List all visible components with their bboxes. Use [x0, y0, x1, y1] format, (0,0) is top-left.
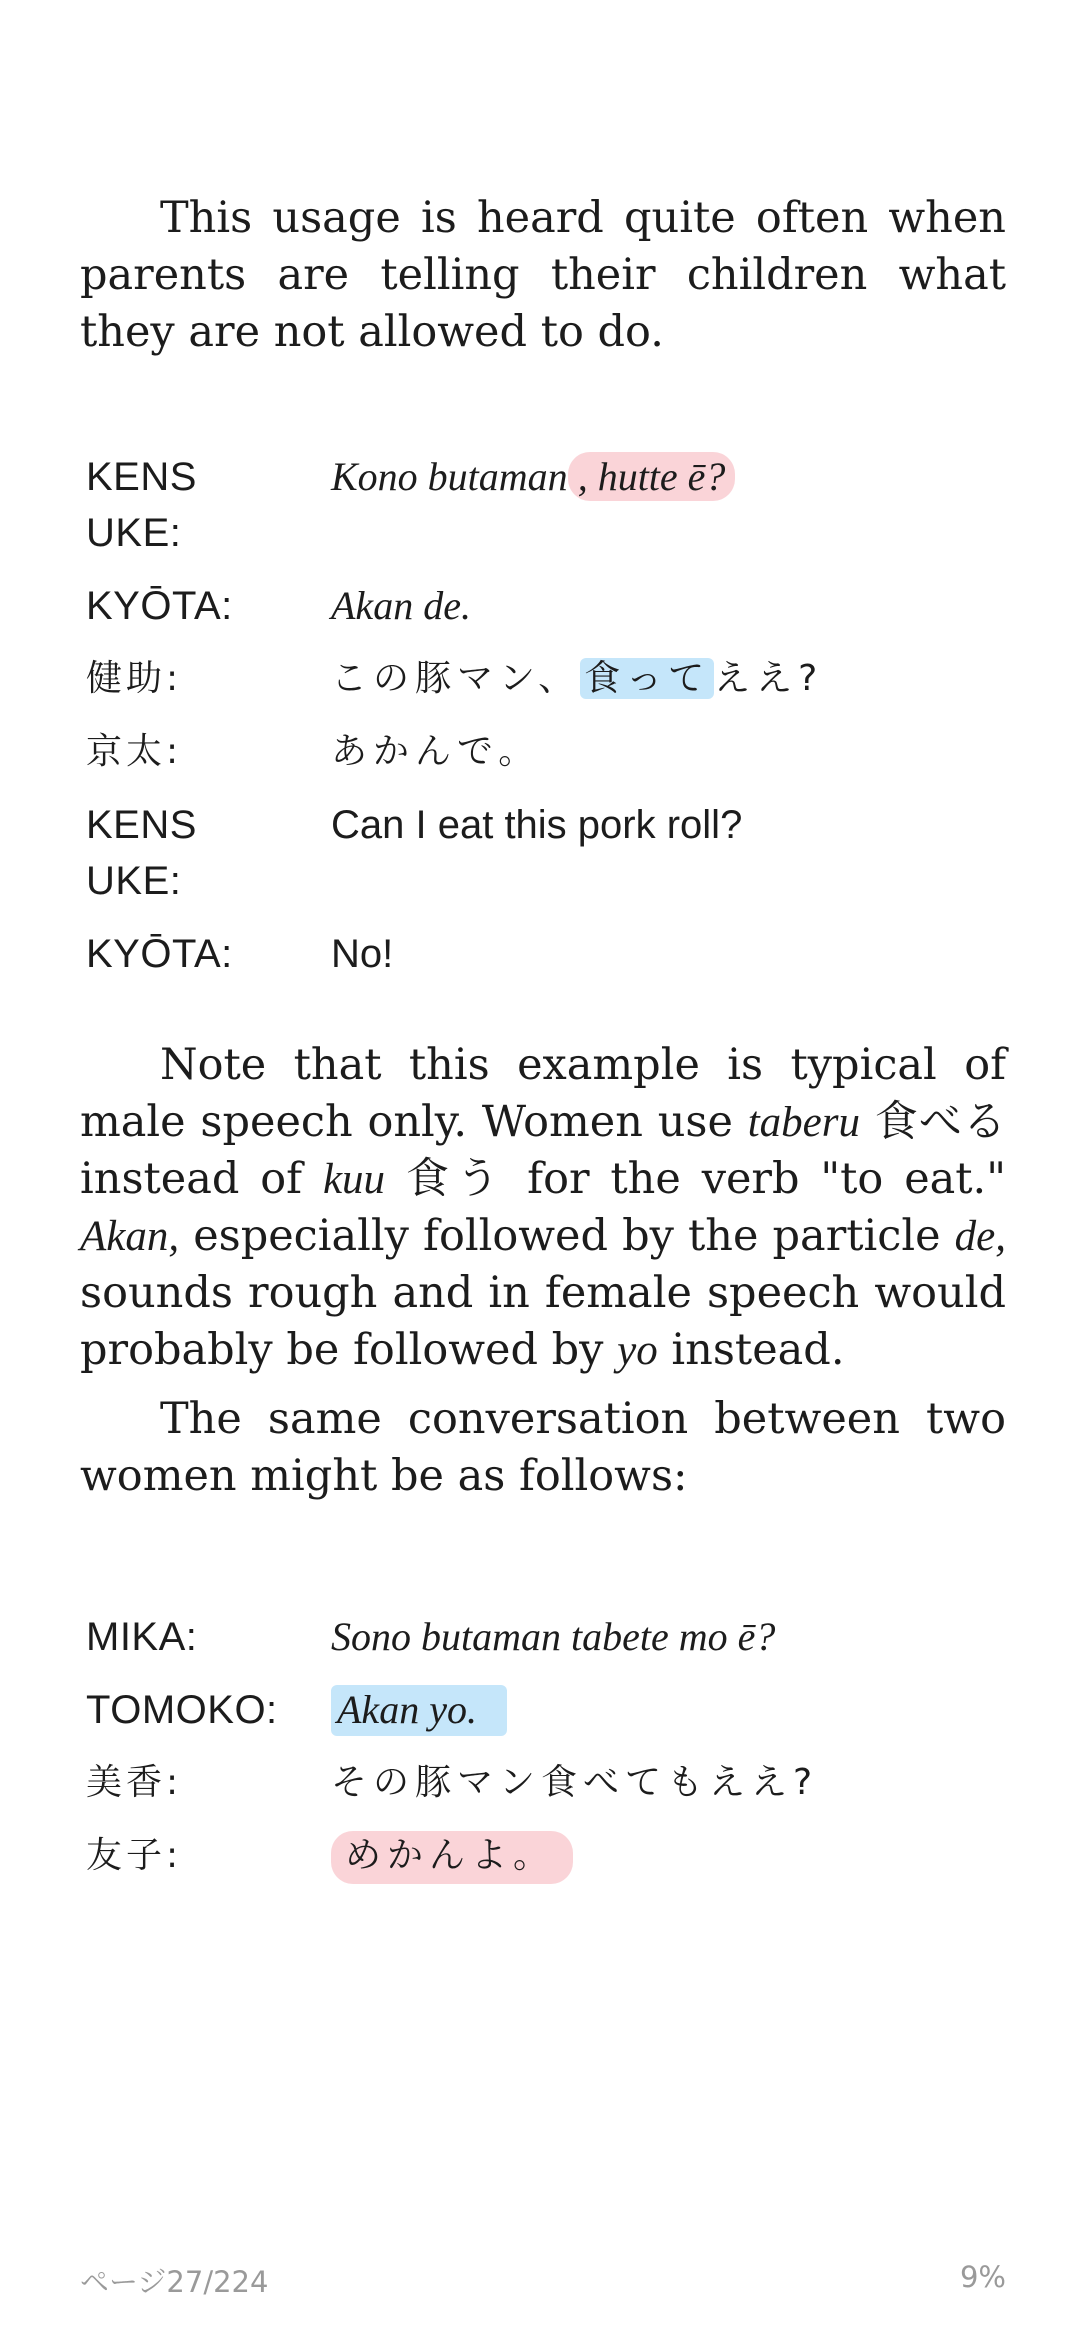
text-run: instead.	[657, 1325, 845, 1375]
dialog-line	[331, 449, 1006, 505]
page-indicator: ページ27/224	[80, 2265, 269, 2299]
dialog-text: Kono butaman	[331, 454, 568, 499]
reader-footer	[80, 2260, 1006, 2301]
paragraph-usage: This usage is heard quite often when parents are telling their children what they are not allowed to do.	[80, 193, 1006, 357]
speaker-label: 友子:	[86, 1835, 183, 1876]
speaker-label	[86, 1682, 331, 1738]
speaker-name: TOMOKO:	[86, 1688, 278, 1732]
dialog-row	[86, 578, 1006, 634]
text-run: especially followed by the particle	[179, 1211, 955, 1261]
speaker-label	[86, 449, 331, 561]
text-run: Note that this example is typical of male speech only. Women use	[80, 1040, 1006, 1147]
highlight-blue[interactable]: 食って	[580, 658, 714, 699]
text-run-italic: yo	[617, 1327, 658, 1374]
dialog-line: No!	[331, 932, 394, 976]
text-run-italic: taberu	[747, 1099, 860, 1146]
dialog-line: Akan de.	[331, 583, 471, 628]
dialog-line: その豚マン食べてもええ?	[331, 1762, 819, 1803]
highlight-pink[interactable]: めかんよ。	[331, 1831, 573, 1884]
dialog-text: この豚マン、	[331, 658, 581, 699]
dialog-male	[86, 449, 1006, 982]
speaker-label: MIKA:	[86, 1615, 198, 1659]
dialog-row	[86, 651, 1006, 707]
progress-percent: 9%	[959, 2260, 1006, 2294]
speaker-label: 健助:	[86, 658, 183, 699]
text-run-italic: kuu	[322, 1156, 386, 1203]
dialog-row	[86, 1682, 1006, 1738]
dialog-line	[331, 1828, 1006, 1884]
dialog-text: ええ?	[714, 658, 824, 699]
speaker-label: KYŌTA:	[86, 584, 233, 628]
dialog-line: あかんで。	[331, 731, 541, 772]
dialog-row	[86, 724, 1006, 780]
dialog-female	[86, 1609, 1006, 1884]
reader-page	[80, 190, 1006, 1884]
speaker-label: 京太:	[86, 731, 183, 772]
dialog-line	[331, 1682, 1006, 1738]
text-run: 食べる instead of	[80, 1097, 1006, 1204]
text-run-italic: de,	[954, 1213, 1006, 1260]
speaker-label: 美香:	[86, 1762, 183, 1803]
speaker-label	[86, 797, 331, 909]
dialog-row	[86, 1828, 1006, 1884]
speaker-name: KENSUKE:	[86, 803, 197, 903]
dialog-line	[331, 651, 1006, 707]
paragraph-note	[80, 1037, 1006, 1379]
paragraph-women: The same conversation between two women might be as follows:	[80, 1394, 1006, 1501]
dialog-row	[86, 926, 1006, 982]
speaker-name: KENSUKE:	[86, 455, 197, 555]
dialog-row	[86, 449, 1006, 561]
dialog-line: Can I eat this pork roll?	[331, 803, 743, 847]
dialog-row	[86, 1609, 1006, 1665]
dialog-row	[86, 1755, 1006, 1811]
text-run: sounds rough and in female speech would probably be followed by	[80, 1268, 1006, 1375]
speaker-label: KYŌTA:	[86, 932, 233, 976]
dialog-row	[86, 797, 1006, 909]
text-run-italic: Akan,	[80, 1213, 180, 1260]
dialog-line: Sono butaman tabete mo ē?	[331, 1614, 776, 1659]
highlight-blue[interactable]: Akan yo.	[331, 1685, 507, 1736]
highlight-pink[interactable]: , hutte ē?	[568, 452, 736, 501]
text-run: 食う for the verb "to eat."	[385, 1154, 1007, 1204]
